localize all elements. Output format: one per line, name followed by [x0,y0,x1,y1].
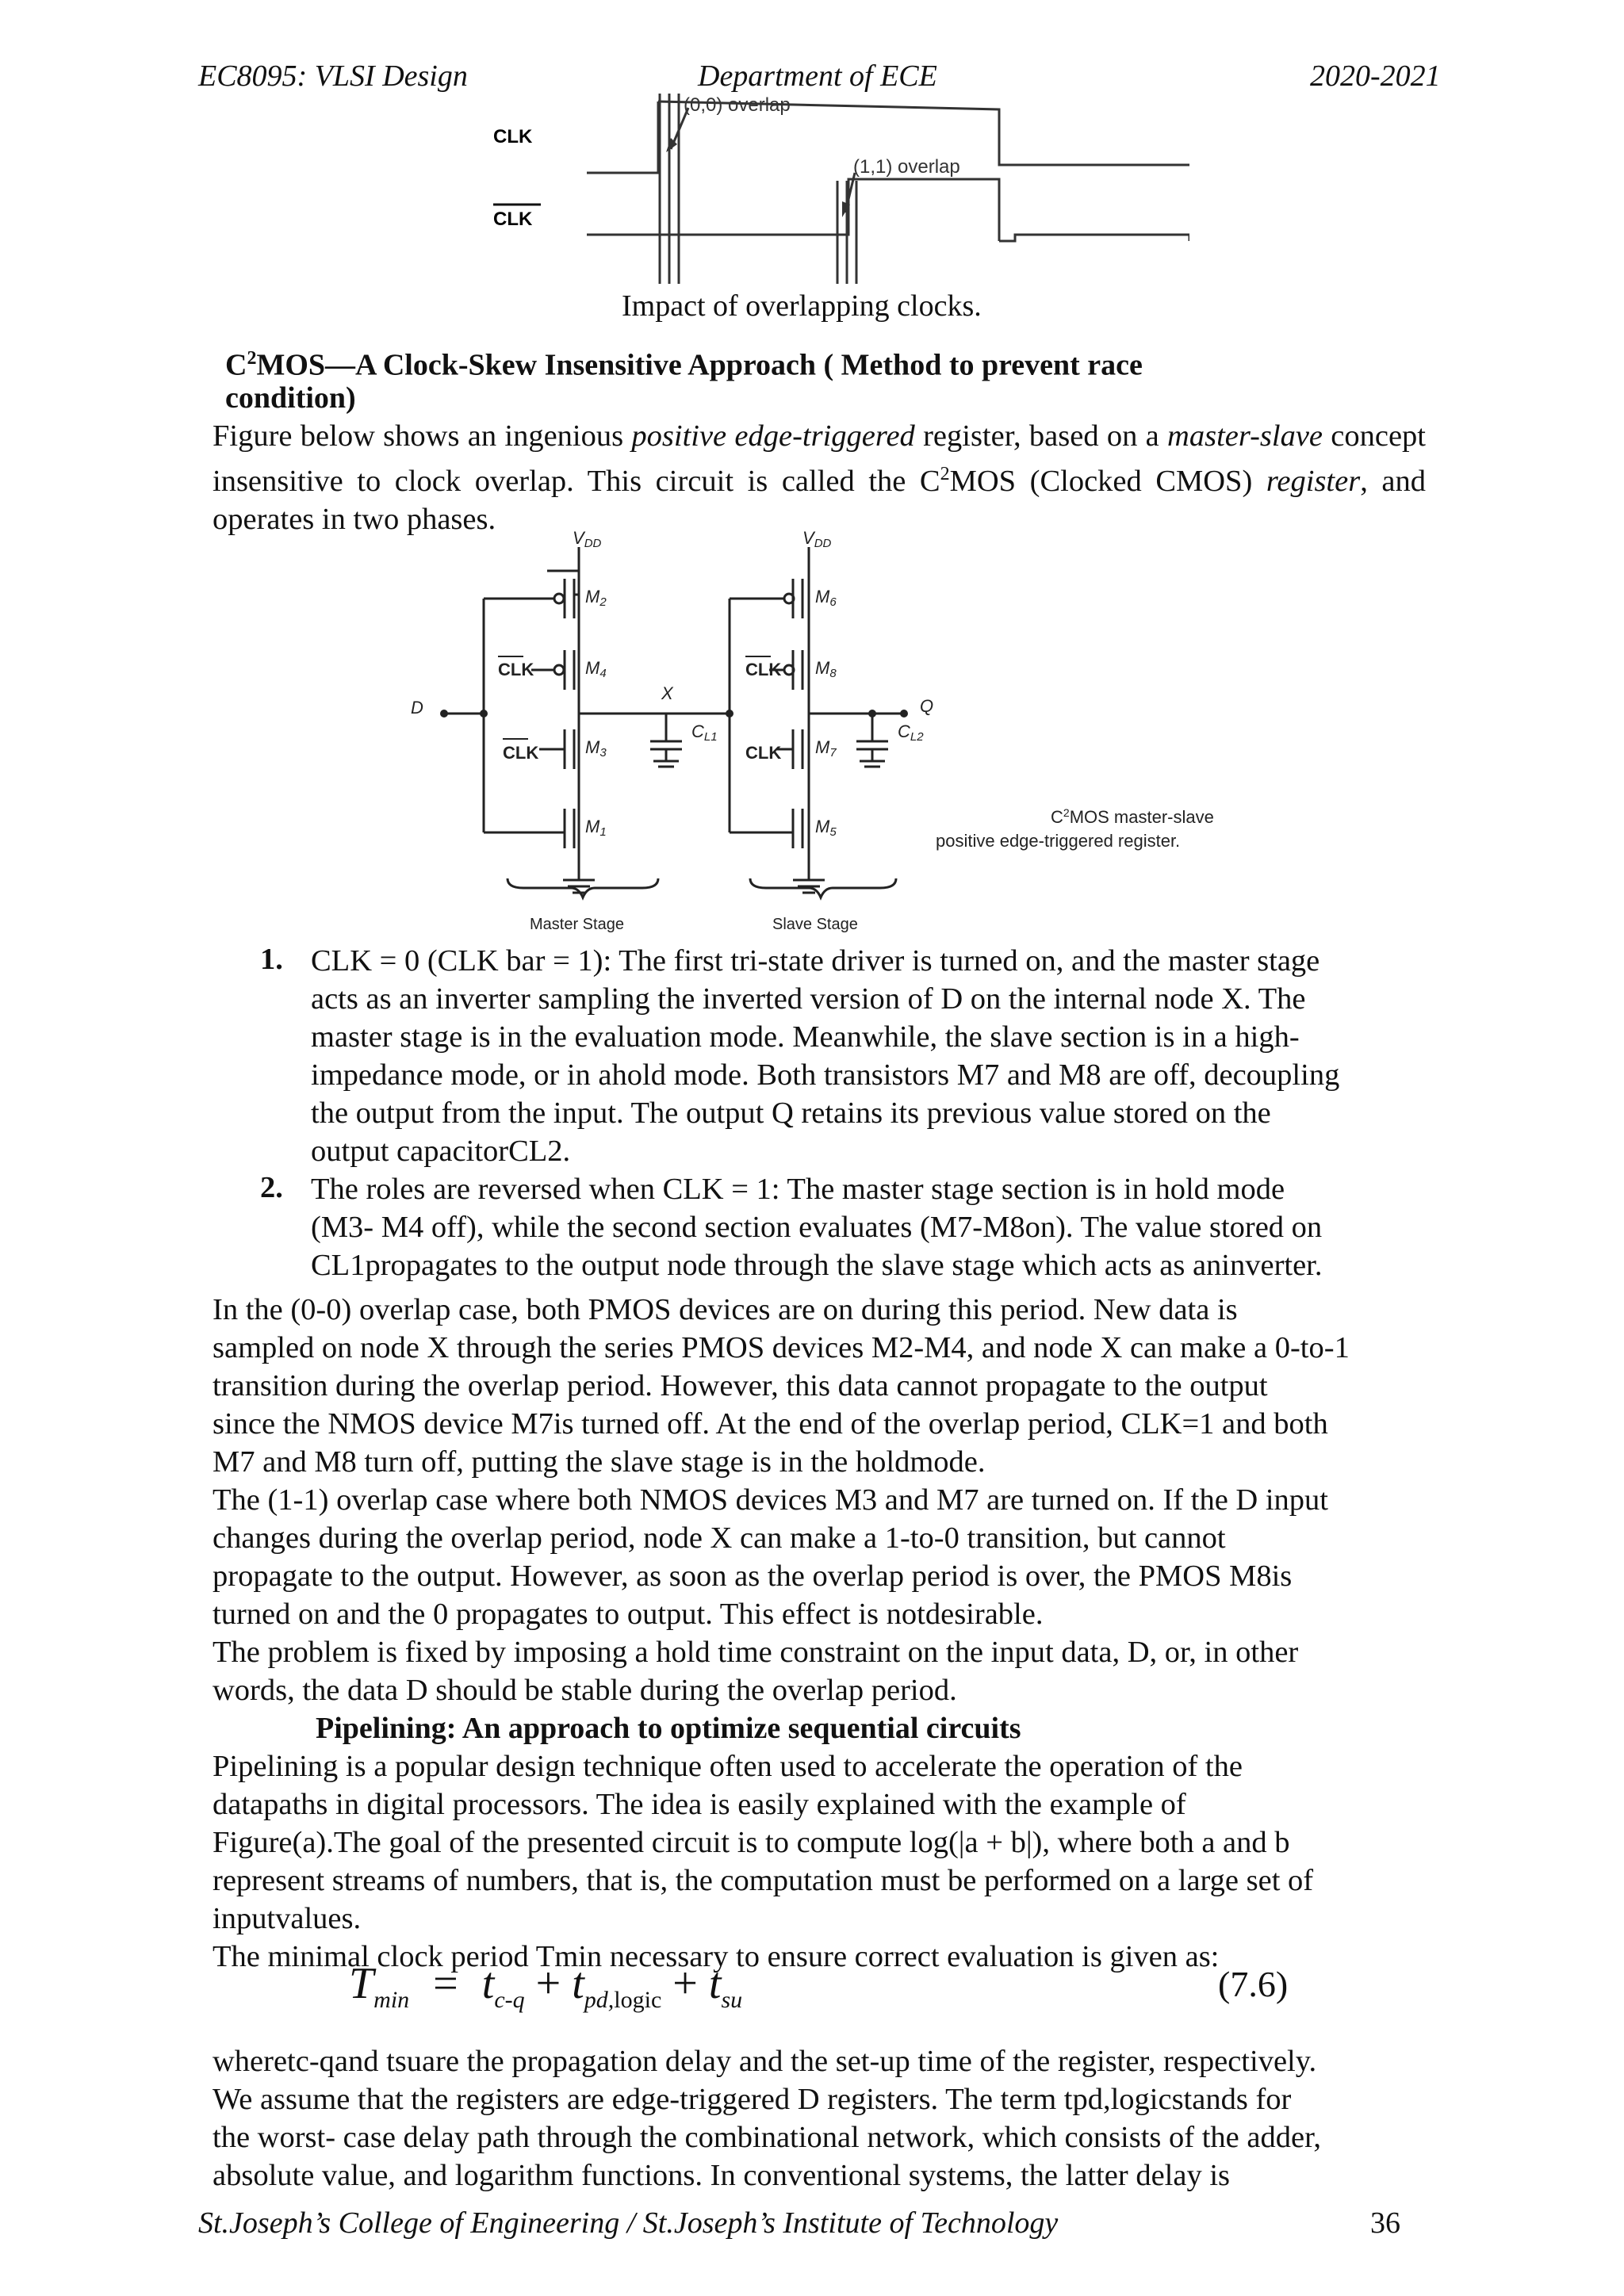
footer-page-number: 36 [1370,2206,1400,2240]
list-number-2: 2. [260,1171,283,1204]
q-output-label: Q [920,696,934,716]
circuit-note-line1: $C^2MOS$ master-slave [1051,806,1214,827]
header-department: Department of ECE [698,59,937,93]
clk-waveform-left [587,101,658,173]
m3-label: M3 [585,737,607,760]
paragraph-overlap-00: In the (0-0) overlap case, both PMOS devices are on during this period. New data is sampled on node X through the series PMOS devices M2-M4, and node X can make a 0-to-1 transition during the overlap period. However, this data cannot propagate to the output since the NMOS device M7is turned off. At the end of the overlap period, CLK=1 and both M7 and M8 turn off, putting the slave stage is in the holdmode. [213,1293,1350,1479]
list-number-1: 1. [260,943,283,976]
vdd-label-master: VDD [573,528,602,550]
equation-number: (7.6) [1218,1964,1289,2004]
clk-label-m7: CLK [745,743,782,763]
cl1-label: CL1 [691,721,718,744]
d-input-label: D [411,698,423,718]
equation-tmin: $T_{min} = t_{c-q} + t_{pd,logic} + t_{su}$ [349,1959,743,2014]
intro-paragraph: Figure below shows an ingenious positive edge-triggered register, based on a master-slave concept insensitive to clock overlap. This circuit is called the $C^2MOS$ (Clocked CMOS) register, and operates in two phases. [213,419,1427,536]
footer-college: St.Joseph’s College of Engineering / St.Joseph’s Institute of Technology [198,2206,1059,2240]
x-node-label: X [661,683,673,703]
paragraph-pipelining: Pipelining is a popular design technique often used to accelerate the operation of the datapaths in digital processors. The idea is easily explained with the example of Figure(a).The goal of the presented circuit is to compute log(|a + b|), where both a and b represent streams of numbers, that is, the computation must be performed on a large set of inputvalues. The minimal clock period Tmin necessary to ensure correct evaluation is given as: [213,1750,1314,1973]
figure-caption-clock: Impact of overlapping clocks. [622,289,982,323]
overlap-00-label: (0,0) overlap [684,94,791,116]
slave-stage-label: Slave Stage [772,916,858,933]
m7-label: M7 [815,737,837,760]
m6-label: M6 [815,587,837,609]
header-year: 2020-2021 [1310,59,1441,93]
m2-label: M2 [585,587,607,609]
paragraph-overlap-11: The (1-1) overlap case where both NMOS devices M3 and M7 are turned on. If the D input changes during the overlap period, node X can make a 1-to-0 transition, but cannot propagate to the output. However, as soon as the overlap period is over, the PMOS M8is turned on and the 0 propagates to output. This effect is notdesirable. [213,1483,1328,1631]
clock-overlap-figure [476,94,1189,292]
m4-label: M4 [585,658,607,680]
paragraph-hold-time: The problem is fixed by imposing a hold time constraint on the input data, D, or, in other words, the data D should be stable during the overlap period. [213,1636,1299,1707]
list-item-1: CLK = 0 (CLK bar = 1): The first tri-state driver is turned on, and the master stage acts as an inverter sampling the inverted version of D on the internal node X. The master stage is in the evaluation mode. Meanwhile, the slave section is in a high- impedance mode, or in ahold mode. Both transistors M7 and M8 are off, decoupling the output from the input. The output Q retains its previous value stored on the output capacitorCL2. [311,944,1340,1168]
clk-label: CLK [493,126,533,147]
list-item-2: The roles are reversed when CLK = 1: The master stage section is in hold mode (M3- M4 off), while the second section evaluates (M7-M8on). The value stored on CL1propagates to the output node through the slave stage which acts as aninverter. [311,1173,1323,1282]
clk-bar-waveform-left [587,179,999,241]
circuit-note-line2: positive edge-triggered register. [936,831,1181,851]
clk-label-m4: CLK [498,660,534,679]
section-title-c2mos-line2: condition) [225,381,356,415]
c2mos-circuit-diagram [396,523,1285,951]
clk-bar-label-m8: CLK [745,660,782,679]
m8-label: M8 [815,658,837,680]
clk-bar-label-m3: CLK [503,743,539,763]
paragraph-where: wheretc-qand tsuare the propagation delay and the set-up time of the register, respectively. We assume that the registers are edge-triggered D registers. The term tpd,logicstands for the worst- case delay path through the combinational network, which consists of the adder, absolute value, and logarithm functions. In conventional systems, the latter delay is [213,2045,1321,2192]
master-stage-label: Master Stage [530,916,624,933]
vdd-label-slave: VDD [802,528,832,550]
section-title-pipelining: Pipelining: An approach to optimize sequential circuits [316,1712,1021,1745]
clk-bar-label: CLK [493,209,533,230]
clk-bar-waveform-right [999,235,1189,241]
header-course: EC8095: VLSI Design [198,59,468,93]
m1-label: M1 [585,817,607,839]
overlap-11-label: (1,1) overlap [853,156,960,178]
cl2-label: CL2 [898,721,924,744]
m5-label: M5 [815,817,837,839]
section-title-c2mos: $C^2MOS—A$ Clock-Skew Insensitive Approach ( Method to prevent race [225,348,1143,382]
